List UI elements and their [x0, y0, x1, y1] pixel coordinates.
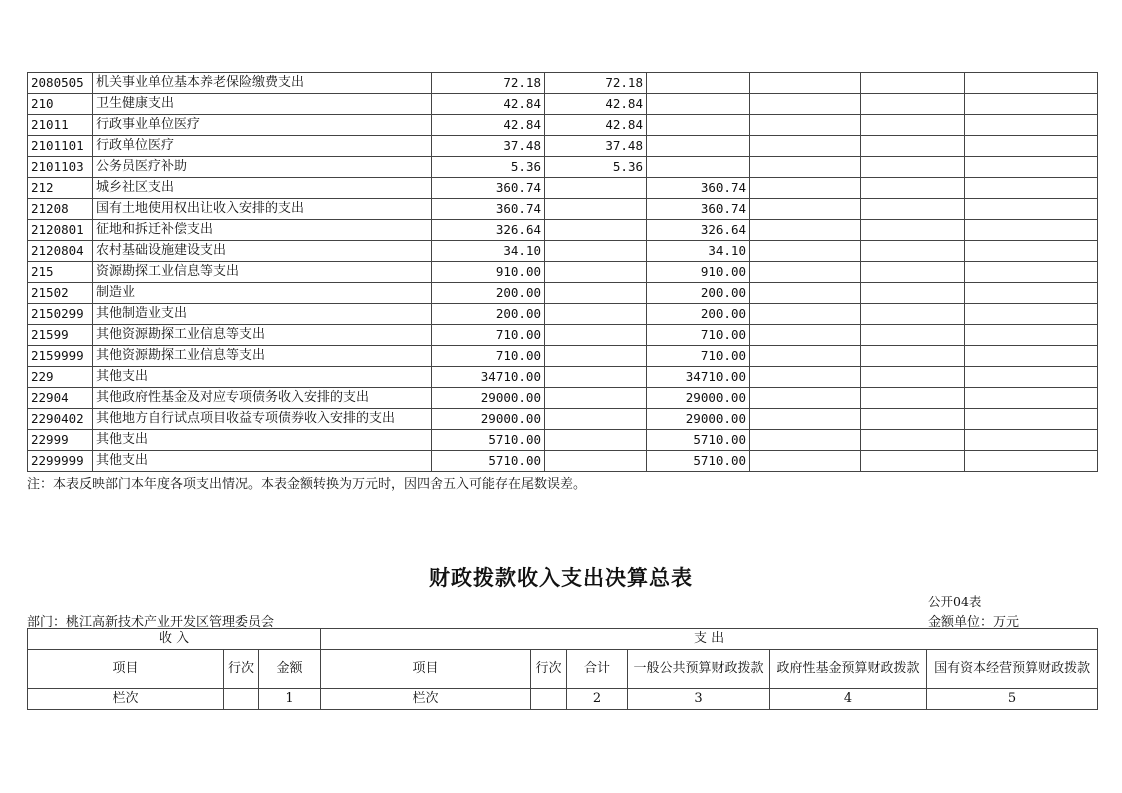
table-row	[28, 283, 1098, 304]
account-name-cell: 其他制造业支出	[93, 304, 432, 325]
project-expense-cell: 910.00	[647, 262, 750, 283]
empty-cell	[750, 73, 861, 94]
empty-cell	[861, 178, 965, 199]
empty-cell	[965, 220, 1098, 241]
general-budget-header: 一般公共预算财政拨款	[628, 650, 770, 689]
basic-expense-cell	[545, 220, 647, 241]
empty-cell	[750, 115, 861, 136]
total-amount-cell: 710.00	[432, 346, 545, 367]
general-budget-index: 3	[628, 689, 770, 710]
amount-unit-label: 金额单位：万元	[928, 615, 1020, 630]
empty-cell	[965, 325, 1098, 346]
empty-cell	[750, 367, 861, 388]
empty-cell	[965, 262, 1098, 283]
empty-cell	[861, 157, 965, 178]
account-code-cell: 2159999	[28, 346, 93, 367]
project-expense-cell: 34710.00	[647, 367, 750, 388]
total-amount-cell: 29000.00	[432, 388, 545, 409]
total-amount-cell: 5.36	[432, 157, 545, 178]
basic-expense-cell: 5.36	[545, 157, 647, 178]
project-expense-cell	[647, 73, 750, 94]
account-name-cell: 农村基础设施建设支出	[93, 241, 432, 262]
table-row	[28, 346, 1098, 367]
account-code-cell: 229	[28, 367, 93, 388]
account-code-cell: 212	[28, 178, 93, 199]
total-amount-cell: 200.00	[432, 283, 545, 304]
expense-row-index	[531, 689, 567, 710]
basic-expense-cell	[545, 367, 647, 388]
basic-expense-cell	[545, 409, 647, 430]
total-amount-cell: 34710.00	[432, 367, 545, 388]
empty-cell	[861, 388, 965, 409]
account-name-cell: 其他支出	[93, 451, 432, 472]
project-expense-cell	[647, 115, 750, 136]
account-code-cell: 210	[28, 94, 93, 115]
project-expense-cell	[647, 157, 750, 178]
empty-cell	[965, 94, 1098, 115]
account-name-cell: 公务员医疗补助	[93, 157, 432, 178]
account-code-cell: 22904	[28, 388, 93, 409]
account-code-cell: 2299999	[28, 451, 93, 472]
empty-cell	[861, 409, 965, 430]
empty-cell	[965, 451, 1098, 472]
empty-cell	[861, 136, 965, 157]
account-code-cell: 2150299	[28, 304, 93, 325]
total-amount-cell: 42.84	[432, 94, 545, 115]
empty-cell	[861, 241, 965, 262]
state-capital-index: 5	[927, 689, 1098, 710]
account-name-cell: 制造业	[93, 283, 432, 304]
table-row	[28, 367, 1098, 388]
empty-cell	[861, 430, 965, 451]
account-code-cell: 2120804	[28, 241, 93, 262]
total-amount-cell: 910.00	[432, 262, 545, 283]
total-amount-cell: 5710.00	[432, 430, 545, 451]
table-row	[28, 325, 1098, 346]
empty-cell	[965, 409, 1098, 430]
empty-cell	[750, 136, 861, 157]
account-code-cell: 21502	[28, 283, 93, 304]
account-name-cell: 征地和拆迁补偿支出	[93, 220, 432, 241]
table-row	[28, 136, 1098, 157]
empty-cell	[750, 451, 861, 472]
project-expense-cell: 29000.00	[647, 388, 750, 409]
empty-cell	[750, 157, 861, 178]
basic-expense-cell	[545, 178, 647, 199]
empty-cell	[965, 346, 1098, 367]
income-row-index	[224, 689, 259, 710]
total-amount-cell: 37.48	[432, 136, 545, 157]
total-amount-cell: 360.74	[432, 178, 545, 199]
project-expense-cell: 200.00	[647, 304, 750, 325]
account-code-cell: 215	[28, 262, 93, 283]
table-row	[28, 157, 1098, 178]
project-expense-cell: 710.00	[647, 325, 750, 346]
total-amount-cell: 72.18	[432, 73, 545, 94]
table-row	[28, 115, 1098, 136]
account-code-cell: 21599	[28, 325, 93, 346]
basic-expense-cell	[545, 388, 647, 409]
total-amount-cell: 326.64	[432, 220, 545, 241]
account-code-cell: 2101103	[28, 157, 93, 178]
table-number: 公开04表	[928, 594, 982, 609]
empty-cell	[750, 199, 861, 220]
empty-cell	[965, 241, 1098, 262]
account-name-cell: 其他政府性基金及对应专项债务收入安排的支出	[93, 388, 432, 409]
basic-expense-cell	[545, 199, 647, 220]
project-expense-cell: 200.00	[647, 283, 750, 304]
account-name-cell: 资源勘探工业信息等支出	[93, 262, 432, 283]
project-expense-cell: 34.10	[647, 241, 750, 262]
basic-expense-cell: 72.18	[545, 73, 647, 94]
empty-cell	[861, 283, 965, 304]
project-expense-cell	[647, 94, 750, 115]
basic-expense-cell: 37.48	[545, 136, 647, 157]
empty-cell	[861, 115, 965, 136]
total-amount-cell: 200.00	[432, 304, 545, 325]
income-amount-header: 金额	[259, 650, 321, 689]
project-expense-cell: 710.00	[647, 346, 750, 367]
empty-cell	[861, 73, 965, 94]
project-expense-cell: 5710.00	[647, 430, 750, 451]
total-amount-cell: 29000.00	[432, 409, 545, 430]
account-code-cell: 2290402	[28, 409, 93, 430]
basic-expense-cell	[545, 304, 647, 325]
empty-cell	[861, 262, 965, 283]
account-name-cell: 城乡社区支出	[93, 178, 432, 199]
project-expense-cell: 360.74	[647, 199, 750, 220]
state-capital-header: 国有资本经营预算财政拨款	[927, 650, 1098, 689]
project-expense-cell	[647, 136, 750, 157]
account-code-cell: 2080505	[28, 73, 93, 94]
empty-cell	[750, 283, 861, 304]
table-row	[28, 241, 1098, 262]
basic-expense-cell: 42.84	[545, 115, 647, 136]
empty-cell	[861, 94, 965, 115]
table-row	[28, 409, 1098, 430]
account-name-cell: 机关事业单位基本养老保险缴费支出	[93, 73, 432, 94]
basic-expense-cell	[545, 283, 647, 304]
page-title: 财政拨款收入支出决算总表	[429, 565, 693, 590]
empty-cell	[861, 304, 965, 325]
account-name-cell: 行政单位医疗	[93, 136, 432, 157]
table-note: 注：本表反映部门本年度各项支出情况。本表金额转换为万元时，因四舍五入可能存在尾数误差。	[27, 477, 587, 492]
empty-cell	[861, 325, 965, 346]
empty-cell	[750, 178, 861, 199]
account-code-cell: 2120801	[28, 220, 93, 241]
empty-cell	[750, 346, 861, 367]
account-name-cell: 其他地方自行试点项目收益专项债券收入安排的支出	[93, 409, 432, 430]
empty-cell	[861, 220, 965, 241]
table-row	[28, 451, 1098, 472]
project-expense-cell: 5710.00	[647, 451, 750, 472]
income-item-header: 项目	[28, 650, 224, 689]
empty-cell	[750, 430, 861, 451]
empty-cell	[750, 94, 861, 115]
income-index-label: 栏次	[28, 689, 224, 710]
basic-expense-cell: 42.84	[545, 94, 647, 115]
total-amount-cell: 34.10	[432, 241, 545, 262]
account-code-cell: 22999	[28, 430, 93, 451]
basic-expense-cell	[545, 325, 647, 346]
total-amount-cell: 360.74	[432, 199, 545, 220]
basic-expense-cell	[545, 451, 647, 472]
basic-expense-cell	[545, 241, 647, 262]
empty-cell	[965, 73, 1098, 94]
basic-expense-cell	[545, 262, 647, 283]
project-expense-cell: 29000.00	[647, 409, 750, 430]
total-amount-cell: 42.84	[432, 115, 545, 136]
account-code-cell: 2101101	[28, 136, 93, 157]
account-code-cell: 21208	[28, 199, 93, 220]
table-row	[28, 199, 1098, 220]
account-name-cell: 其他支出	[93, 430, 432, 451]
project-expense-cell: 360.74	[647, 178, 750, 199]
empty-cell	[965, 430, 1098, 451]
empty-cell	[750, 304, 861, 325]
empty-cell	[965, 178, 1098, 199]
table-row	[28, 430, 1098, 451]
expense-total-header: 合计	[567, 650, 628, 689]
table-row	[28, 73, 1098, 94]
expenditure-table-body	[28, 73, 1098, 472]
table-row	[28, 262, 1098, 283]
account-code-cell: 21011	[28, 115, 93, 136]
expense-total-index: 2	[567, 689, 628, 710]
account-name-cell: 卫生健康支出	[93, 94, 432, 115]
empty-cell	[750, 388, 861, 409]
empty-cell	[750, 325, 861, 346]
expense-index-label: 栏次	[321, 689, 531, 710]
empty-cell	[965, 388, 1098, 409]
fiscal-summary-table	[27, 628, 1098, 710]
basic-expense-cell	[545, 430, 647, 451]
expense-item-header: 项目	[321, 650, 531, 689]
empty-cell	[965, 136, 1098, 157]
empty-cell	[861, 367, 965, 388]
empty-cell	[750, 220, 861, 241]
empty-cell	[965, 283, 1098, 304]
empty-cell	[965, 115, 1098, 136]
account-name-cell: 其他资源勘探工业信息等支出	[93, 346, 432, 367]
gov-fund-header: 政府性基金预算财政拨款	[770, 650, 927, 689]
account-name-cell: 其他资源勘探工业信息等支出	[93, 325, 432, 346]
empty-cell	[965, 199, 1098, 220]
table-row	[28, 94, 1098, 115]
basic-expense-cell	[545, 346, 647, 367]
project-expense-cell: 326.64	[647, 220, 750, 241]
income-amount-index: 1	[259, 689, 321, 710]
empty-cell	[965, 367, 1098, 388]
empty-cell	[861, 346, 965, 367]
account-name-cell: 行政事业单位医疗	[93, 115, 432, 136]
income-header: 收 入	[28, 629, 321, 650]
total-amount-cell: 710.00	[432, 325, 545, 346]
empty-cell	[861, 199, 965, 220]
empty-cell	[965, 304, 1098, 325]
table-row	[28, 220, 1098, 241]
gov-fund-index: 4	[770, 689, 927, 710]
empty-cell	[750, 262, 861, 283]
expenditure-detail-table	[27, 72, 1098, 472]
account-name-cell: 其他支出	[93, 367, 432, 388]
expense-row-header: 行次	[531, 650, 567, 689]
table-row	[28, 178, 1098, 199]
empty-cell	[965, 157, 1098, 178]
empty-cell	[750, 241, 861, 262]
empty-cell	[750, 409, 861, 430]
table-row	[28, 388, 1098, 409]
total-amount-cell: 5710.00	[432, 451, 545, 472]
income-row-header: 行次	[224, 650, 259, 689]
empty-cell	[861, 451, 965, 472]
expense-header: 支 出	[321, 629, 1098, 650]
account-name-cell: 国有土地使用权出让收入安排的支出	[93, 199, 432, 220]
table-row	[28, 304, 1098, 325]
department-label: 部门：桃江高新技术产业开发区管理委员会	[27, 615, 275, 630]
